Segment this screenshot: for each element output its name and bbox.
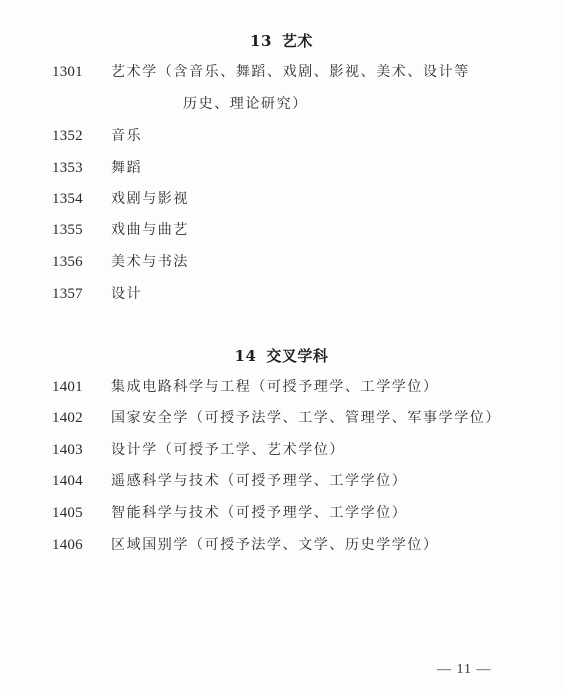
discipline-name: 艺术学（含音乐、舞蹈、戏剧、影视、美术、设计等 xyxy=(111,64,470,80)
discipline-code: 1352 xyxy=(52,128,83,144)
discipline-name: 设计 xyxy=(111,286,143,302)
list-item-1352 xyxy=(0,126,563,146)
discipline-code: 1403 xyxy=(52,442,83,458)
discipline-code: 1354 xyxy=(52,191,83,207)
discipline-name: 设计学（可授予工学、艺术学位） xyxy=(111,442,345,458)
section-number: 13 xyxy=(250,32,272,50)
section-heading-14 xyxy=(0,345,563,366)
discipline-name: 戏曲与曲艺 xyxy=(111,222,189,238)
discipline-code: 1357 xyxy=(52,286,83,302)
page-number: — 11 — xyxy=(437,662,492,677)
discipline-name-continuation: 历史、理论研究） xyxy=(183,96,308,112)
list-item-1301 xyxy=(0,62,563,82)
discipline-code: 1402 xyxy=(52,410,83,426)
discipline-code: 1355 xyxy=(52,222,83,238)
list-item-1357 xyxy=(0,284,563,304)
list-item-1404 xyxy=(0,471,563,491)
discipline-code: 1405 xyxy=(52,505,83,521)
section-number: 14 xyxy=(234,347,257,365)
list-item-1401 xyxy=(0,377,563,397)
discipline-code: 1404 xyxy=(52,473,83,489)
section-title: 交叉学科 xyxy=(266,347,329,365)
discipline-name: 智能科学与技术（可授予理学、工学学位） xyxy=(111,505,408,521)
list-item-1405 xyxy=(0,503,563,523)
discipline-name: 美术与书法 xyxy=(111,254,189,270)
discipline-code: 1301 xyxy=(52,64,83,80)
section-heading-13 xyxy=(0,30,563,51)
list-item-1402 xyxy=(0,408,563,428)
discipline-name: 戏剧与影视 xyxy=(111,191,189,207)
list-item-1353 xyxy=(0,158,563,178)
list-item-1356 xyxy=(0,252,563,272)
list-item-1406 xyxy=(0,535,563,555)
list-item-1354 xyxy=(0,189,563,209)
section-title: 艺术 xyxy=(281,32,313,50)
discipline-name: 集成电路科学与工程（可授予理学、工学学位） xyxy=(111,379,439,395)
discipline-name: 舞蹈 xyxy=(111,160,143,176)
discipline-code: 1353 xyxy=(52,160,83,176)
discipline-name: 遥感科学与技术（可授予理学、工学学位） xyxy=(111,473,408,489)
discipline-code: 1356 xyxy=(52,254,83,270)
list-item-1403 xyxy=(0,440,563,460)
list-item-1355 xyxy=(0,220,563,240)
discipline-name: 区域国别学（可授予法学、文学、历史学学位） xyxy=(111,537,439,553)
discipline-code: 1406 xyxy=(52,537,83,553)
discipline-name: 音乐 xyxy=(111,128,143,144)
discipline-name: 国家安全学（可授予法学、工学、管理学、军事学学位） xyxy=(111,410,501,426)
discipline-code: 1401 xyxy=(52,379,83,395)
